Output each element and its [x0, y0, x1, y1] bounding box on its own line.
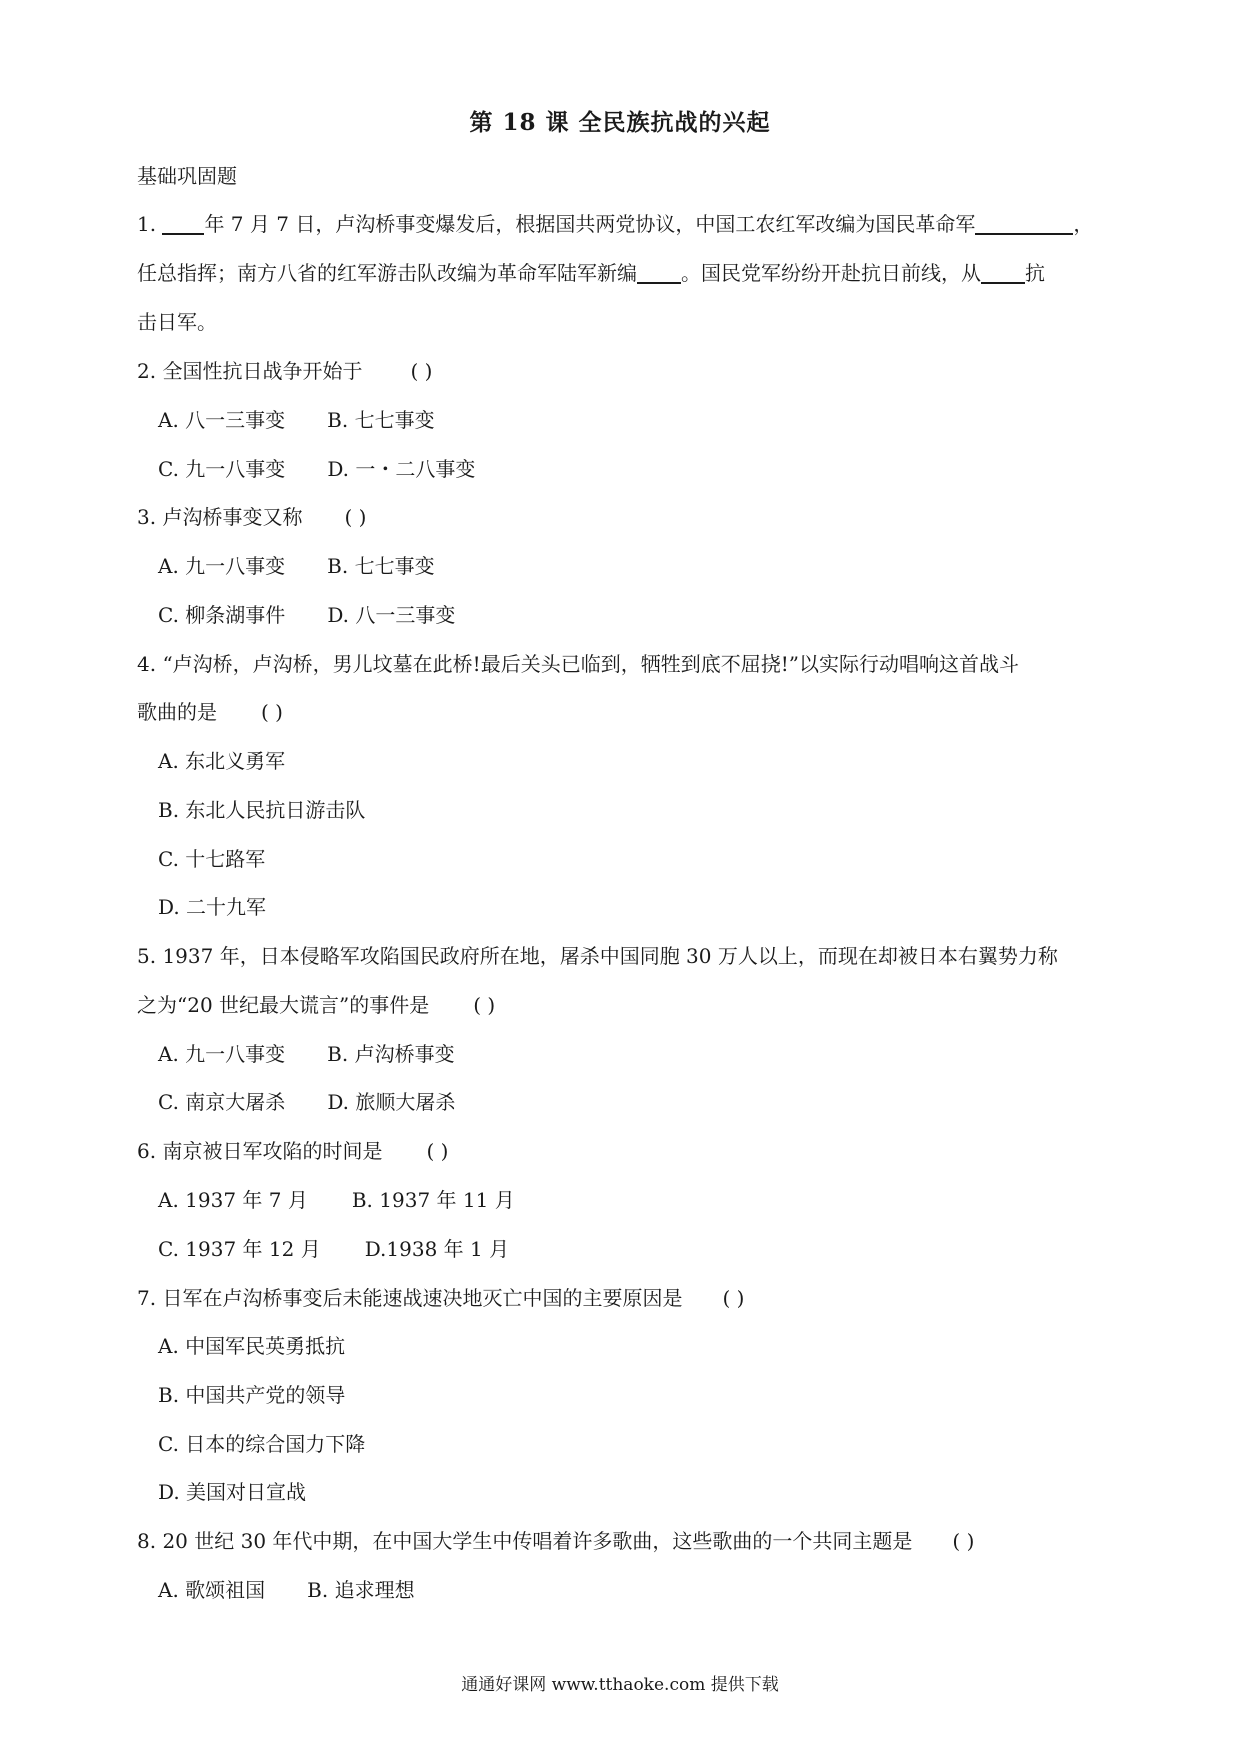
question-6-options-ab — [158, 1184, 515, 1213]
option-b: B. 七七事变 — [327, 554, 435, 578]
question-1-line-1 — [137, 208, 1093, 237]
question-5-options-cd — [158, 1086, 455, 1115]
answer-paren: ( ) — [722, 1286, 745, 1310]
question-4-line-1: 4. “卢沟桥，卢沟桥，男儿坟墓在此桥!最后关头已临到，牺牲到底不屈挠!”以实际行动唱响这首战斗 — [137, 652, 1019, 676]
section-heading: 基础巩固题 — [137, 164, 237, 188]
answer-paren: ( ) — [426, 1139, 449, 1163]
question-1-line-3: 击日军。 — [137, 310, 217, 334]
question-2-options-cd — [158, 453, 475, 482]
option-b: B. 卢沟桥事变 — [327, 1042, 455, 1066]
option-a: A. 东北义勇军 — [158, 749, 286, 773]
question-6 — [137, 1135, 448, 1164]
option-c: C. 十七路军 — [158, 847, 266, 871]
question-1-text-2b: 。国民党军纷纷开赴抗日前线，从 — [681, 261, 981, 285]
question-5-line-1: 5. 1937 年，日本侵略军攻陷国民政府所在地，屠杀中国同胞 30 万人以上，而现在却被日本右翼势力称 — [137, 944, 1058, 968]
option-b: B. 中国共产党的领导 — [158, 1383, 346, 1407]
option-a: A. 1937 年 7 月 — [158, 1188, 308, 1212]
question-1-line-2 — [137, 257, 1045, 286]
question-7-text: 7. 日军在卢沟桥事变后未能速战速决地灭亡中国的主要原因是 — [137, 1286, 683, 1310]
blank-field — [975, 213, 1073, 235]
option-a: A. 八一三事变 — [158, 408, 286, 432]
question-2-text: 2. 全国性抗日战争开始于 — [137, 359, 363, 383]
answer-paren: ( ) — [344, 505, 367, 529]
option-a: A. 九一八事变 — [158, 1042, 286, 1066]
option-b: B. 七七事变 — [327, 408, 435, 432]
option-d: D.1938 年 1 月 — [364, 1237, 510, 1261]
option-c: C. 南京大屠杀 — [158, 1090, 286, 1114]
blank-field — [637, 262, 681, 284]
option-d: D. 二十九军 — [158, 895, 267, 919]
option-a: A. 歌颂祖国 — [158, 1578, 266, 1602]
option-b: B. 东北人民抗日游击队 — [158, 798, 366, 822]
option-d: D. 美国对日宣战 — [158, 1480, 307, 1504]
option-c: C. 九一八事变 — [158, 457, 286, 481]
question-8 — [137, 1525, 974, 1554]
answer-paren: ( ) — [952, 1529, 975, 1553]
option-a: A. 中国军民英勇抵抗 — [158, 1334, 346, 1358]
question-8-text: 8. 20 世纪 30 年代中期，在中国大学生中传唱着许多歌曲，这些歌曲的一个共同主题是 — [137, 1529, 913, 1553]
option-c: C. 日本的综合国力下降 — [158, 1432, 366, 1456]
option-b: B. 追求理想 — [307, 1578, 415, 1602]
answer-paren: ( ) — [261, 700, 283, 724]
question-4-text-2: 歌曲的是 — [137, 700, 217, 724]
option-d: D. 旅顺大屠杀 — [327, 1090, 456, 1114]
question-5-text-2: 之为“20 世纪最大谎言”的事件是 — [137, 993, 430, 1017]
question-7 — [137, 1282, 744, 1311]
question-8-options-ab — [158, 1574, 415, 1603]
question-1-number: 1. — [137, 212, 157, 236]
question-6-options-cd — [158, 1233, 509, 1262]
question-5-options-ab — [158, 1038, 455, 1067]
question-5-line-2 — [137, 989, 495, 1018]
question-1-text-2c: 抗 — [1025, 261, 1045, 285]
option-d: D. 一・二八事变 — [327, 457, 476, 481]
question-2-options-ab — [158, 404, 435, 433]
option-c: C. 1937 年 12 月 — [158, 1237, 321, 1261]
blank-field — [162, 213, 204, 235]
question-3 — [137, 501, 366, 530]
option-c: C. 柳条湖事件 — [158, 603, 286, 627]
question-1-text-2a: 任总指挥；南方八省的红军游击队改编为革命军陆军新编 — [137, 261, 637, 285]
answer-paren: ( ) — [410, 359, 433, 383]
question-3-text: 3. 卢沟桥事变又称 — [137, 505, 303, 529]
question-3-options-cd — [158, 599, 455, 628]
question-4-line-2 — [137, 696, 283, 725]
question-2 — [137, 355, 432, 384]
answer-paren: ( ) — [473, 993, 496, 1017]
option-a: A. 九一八事变 — [158, 554, 286, 578]
option-b: B. 1937 年 11 月 — [351, 1188, 515, 1212]
question-1-text-end: ， — [1073, 212, 1094, 236]
page-title: 第 18 课 全民族抗战的兴起 — [469, 109, 771, 136]
question-3-options-ab — [158, 550, 435, 579]
option-d: D. 八一三事变 — [327, 603, 456, 627]
question-1-text: 年 7 月 7 日，卢沟桥事变爆发后，根据国共两党协议，中国工农红军改编为国民革命军 — [204, 212, 976, 236]
page-footer: 通通好课网 www.tthaoke.com 提供下载 — [461, 1675, 779, 1695]
question-6-text: 6. 南京被日军攻陷的时间是 — [137, 1139, 383, 1163]
blank-field — [981, 262, 1025, 284]
